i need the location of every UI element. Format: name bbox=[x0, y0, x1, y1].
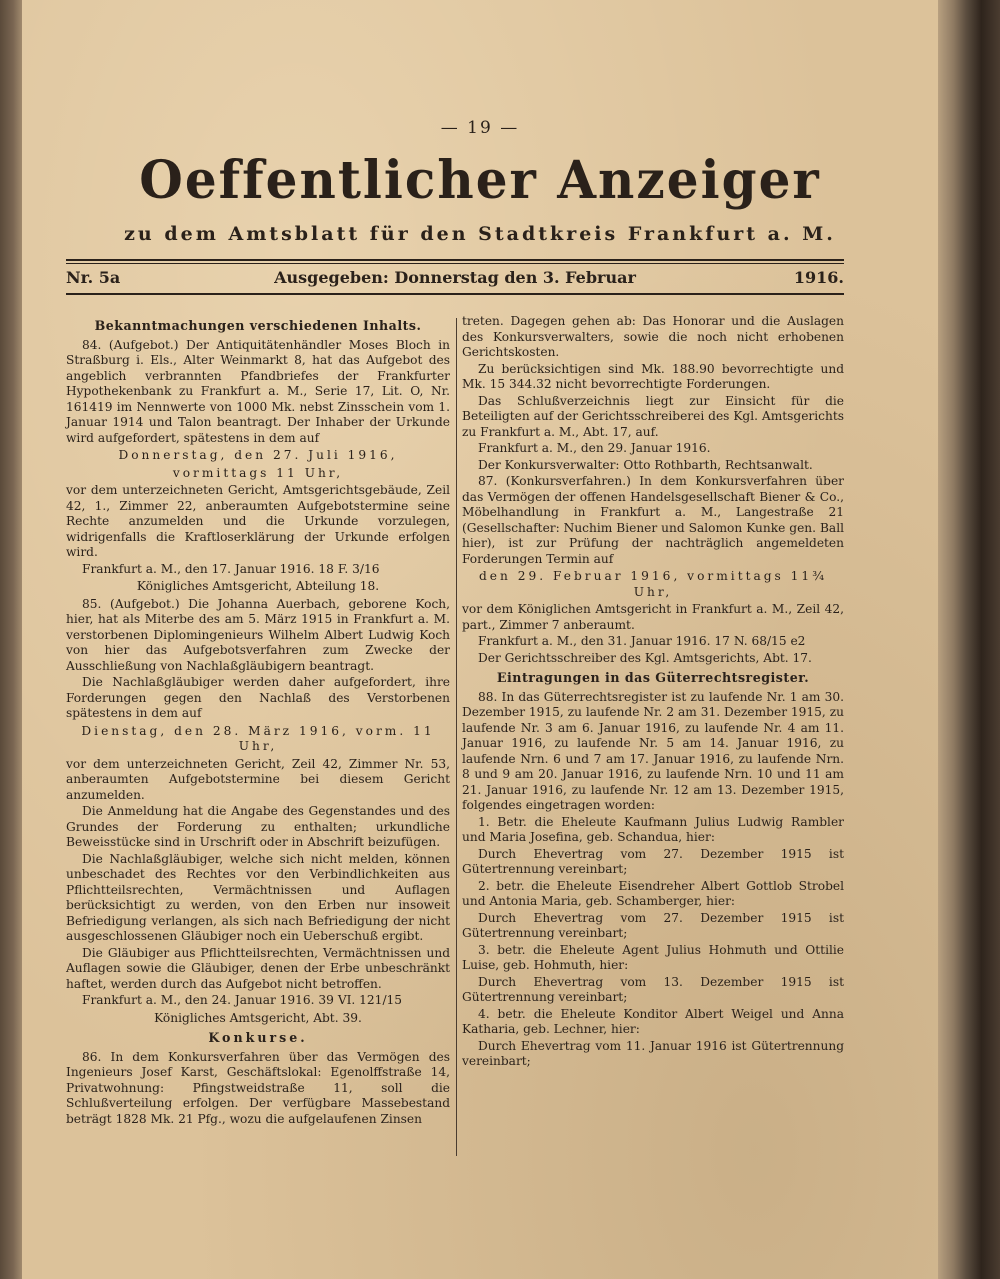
masthead-title: Oeffentlicher Anzeiger bbox=[139, 148, 821, 211]
section-heading: Bekanntmachungen verschiedenen Inhalts. bbox=[94, 318, 422, 333]
left-column bbox=[66, 314, 450, 1128]
entry-4: 4. betr. die Eheleute Konditor Albert Weigel und Anna Katharia, geb. Lechner, hier: bbox=[462, 1006, 844, 1036]
register-heading: Eintragungen in das Güterrechtsregister. bbox=[496, 670, 810, 685]
notice-86-continued: treten. Dagegen gehen ab: Das Honorar und die Auslagen des Konkursverwalters, sowie die noch nicht erhobenen Gerichtskosten. bbox=[462, 314, 844, 359]
right-column bbox=[462, 314, 844, 1071]
issue-rule bbox=[66, 293, 844, 295]
notice-85: 85. (Aufgebot.) Die Johanna Auerbach, geborene Koch, hier, hat als Miterbe des am 5. März 1915 in Frankfurt a. M. verstorbenen Diplomingenieurs Wilhelm Albert Ludwig Koch von hier das Aufgebotsverfahren zum Zwecke der Ausschließung von Nachlaßgläubigern beantragt. bbox=[66, 596, 450, 673]
notice-87: 87. (Konkursverfahren.) In dem Konkursverfahren über das Vermögen der offenen Handelsgesellschaft Biener & Co., Möbelhandlung in Frankfurt a. M., Langestraße 21 (Gesellschafter: Nuchim Biener und Salomon Kunke gen. Ball hier), ist zur Prüfung der nachträglich angemeldeten Forderungen Termin auf bbox=[462, 474, 844, 566]
notice-85-b: Die Nachlaßgläubiger werden daher aufgefordert, ihre Forderungen gegen den Nachlaß des Verstorbenen spätestens in dem auf bbox=[66, 675, 450, 720]
issue-year: 1916. bbox=[793, 268, 844, 287]
notice-84-continued: vor dem unterzeichneten Gericht, Amtsgerichtsgebäude, Zeil 42, 1., Zimmer 22, anberaumten Aufgebotstermine seine Rechte anzumelden und die Urkunde vorzulegen, widrigenfalls die Kraftloserklärung der Urkunde erfolgen wird. bbox=[66, 483, 450, 559]
notice-84-court: Königliches Amtsgericht, Abteilung 18. bbox=[136, 579, 380, 593]
issue-number: Nr. 5a bbox=[66, 268, 121, 287]
entry-3: 3. betr. die Eheleute Agent Julius Hohmuth und Ottilie Luise, geb. Hohmuth, hier: bbox=[462, 942, 844, 972]
header-rule bbox=[66, 259, 844, 261]
notice-86-b: Zu berücksichtigen sind Mk. 188.90 bevorrechtigte und Mk. 15 344.32 nicht bevorrechtigte Forderungen. bbox=[462, 361, 844, 391]
notice-85-d: Die Anmeldung hat die Angabe des Gegenstandes und des Grundes der Forderung zu enthalten; urkundliche Beweisstücke sind in Urschrift oder in Abschrift beizufügen. bbox=[66, 804, 450, 849]
notice-86: 86. In dem Konkursverfahren über das Vermögen des Ingenieurs Josef Karst, Geschäftslokal: Egenolffstraße 14, Privatwohnung: Pfingstweidstraße 11, soll die Schlußverteilung erfolgen. Der verfügbare Massebestand beträgt 1828 Mk. 21 Pfg., wozu die aufgelaufenen Zinsen bbox=[66, 1049, 450, 1126]
column-divider bbox=[456, 318, 457, 1156]
notice-84-date: Donnerstag, den 27. Juli 1916, bbox=[118, 448, 398, 462]
page-number: — 19 — bbox=[440, 118, 520, 138]
notice-85-c: vor dem unterzeichneten Gericht, Zeil 42, Zimmer Nr. 53, anberaumten Aufgebotstermine bei diesem Gericht anzumelden. bbox=[66, 756, 450, 802]
notice-86-c: Das Schlußverzeichnis liegt zur Einsicht für die Beteiligten auf der Gerichtsschreiberei des Kgl. Amtsgerichts zu Frankfurt a. M., Abt. 17, auf. bbox=[462, 393, 844, 439]
notice-85-e: Die Nachlaßgläubiger, welche sich nicht melden, können unbeschadet des Rechtes vor den Verbindlichkeiten aus Pflichtteilsrechten, Vermächtnissen und Auflagen berücksichtigt zu werden, von den Erben nur insoweit Befriedigung verlangen, als sich nach Befriedigung der nicht ausgeschlossenen Gläubiger noch ein Ueberschuß ergibt. bbox=[66, 851, 450, 943]
issue-line bbox=[66, 268, 844, 292]
entry-4-text: Durch Ehevertrag vom 11. Januar 1916 ist Gütertrennung vereinbart; bbox=[462, 1038, 844, 1068]
book-binding-left bbox=[0, 0, 22, 1279]
notice-85-court: Königliches Amtsgericht, Abt. 39. bbox=[154, 1010, 362, 1025]
header-rule-thin bbox=[66, 263, 844, 264]
notice-87-place: Frankfurt a. M., den 31. Januar 1916. 17 N. 68/15 e2 bbox=[478, 634, 806, 648]
konkurse-heading: Konkurse. bbox=[208, 1030, 308, 1045]
notice-85-f: Die Gläubiger aus Pflichtteilsrechten, Vermächtnissen und Auflagen sowie die Gläubiger, denen der Erbe unbeschränkt haftet, werden durch das Aufgebot nicht betroffen. bbox=[66, 945, 450, 991]
notice-85-date: Dienstag, den 28. März 1916, vorm. 11 Uhr, bbox=[81, 723, 435, 753]
newspaper-page bbox=[22, 0, 938, 1279]
notice-87-continued: vor dem Königlichen Amtsgericht in Frankfurt a. M., Zeil 42, part., Zimmer 7 anberaumt. bbox=[462, 602, 844, 632]
notice-86-signature: Der Konkursverwalter: Otto Rothbarth, Rechtsanwalt. bbox=[478, 457, 813, 472]
entry-1-text: Durch Ehevertrag vom 27. Dezember 1915 ist Gütertrennung vereinbart; bbox=[462, 846, 844, 876]
notice-84: 84. (Aufgebot.) Der Antiquitätenhändler Moses Bloch in Straßburg i. Els., Alter Weinmarkt 8, hat das Aufgebot des angeblich verbrannten Pfandbriefes der Frankfurter Hypothekenbank zu Frankfurt a. M., Serie 17, Lit. O, Nr. 161419 im Nennwerte von 1000 Mk. nebst Zinsschein vom 1. Januar 1914 und Talon beantragt. Der Inhaber der Urkunde wird aufgefordert, spätestens in dem auf bbox=[66, 337, 450, 445]
masthead-subtitle: zu dem Amtsblatt für den Stadtkreis Frankfurt a. M. bbox=[124, 223, 836, 245]
entry-2-text: Durch Ehevertrag vom 27. Dezember 1915 ist Gütertrennung vereinbart; bbox=[462, 910, 844, 940]
book-binding-right bbox=[938, 0, 1000, 1279]
notice-88: 88. In das Güterrechtsregister ist zu laufende Nr. 1 am 30. Dezember 1915, zu laufende Nr. 2 am 31. Dezember 1915, zu laufende Nr. 3 am 6. Januar 1916, zu laufende Nr. 4 am 11. Januar 1916, zu laufende Nr. 5 am 14. Januar 1916, zu laufende Nrn. 6 und 7 am 17. Januar 1916, zu laufende Nrn. 8 und 9 am 20. Januar 1916, zu laufende Nrn. 10 und 11 am 21. Januar 1916, zu laufende Nr. 12 am 13. Dezember 1915, folgendes eingetragen worden: bbox=[462, 689, 844, 812]
notice-85-place: Frankfurt a. M., den 24. Januar 1916. 39 VI. 121/15 bbox=[82, 993, 403, 1007]
notice-86-place: Frankfurt a. M., den 29. Januar 1916. bbox=[478, 441, 711, 455]
notice-84-time: vormittags 11 Uhr, bbox=[172, 465, 344, 480]
notice-84-place: Frankfurt a. M., den 17. Januar 1916. 18 F. 3/16 bbox=[82, 561, 380, 576]
issue-date: Ausgegeben: Donnerstag den 3. Februar bbox=[274, 268, 636, 287]
entry-2: 2. betr. die Eheleute Eisendreher Albert Gottlob Strobel und Antonia Maria, geb. Schamberger, hier: bbox=[462, 878, 844, 908]
entry-1: 1. Betr. die Eheleute Kaufmann Julius Ludwig Rambler und Maria Josefina, geb. Schandua, hier: bbox=[462, 814, 844, 844]
entry-3-text: Durch Ehevertrag vom 13. Dezember 1915 ist Gütertrennung vereinbart; bbox=[462, 974, 844, 1004]
notice-87-signature: Der Gerichtsschreiber des Kgl. Amtsgerichts, Abt. 17. bbox=[478, 650, 812, 665]
notice-87-date: den 29. Februar 1916, vormittags 11¾ Uhr, bbox=[478, 569, 828, 599]
